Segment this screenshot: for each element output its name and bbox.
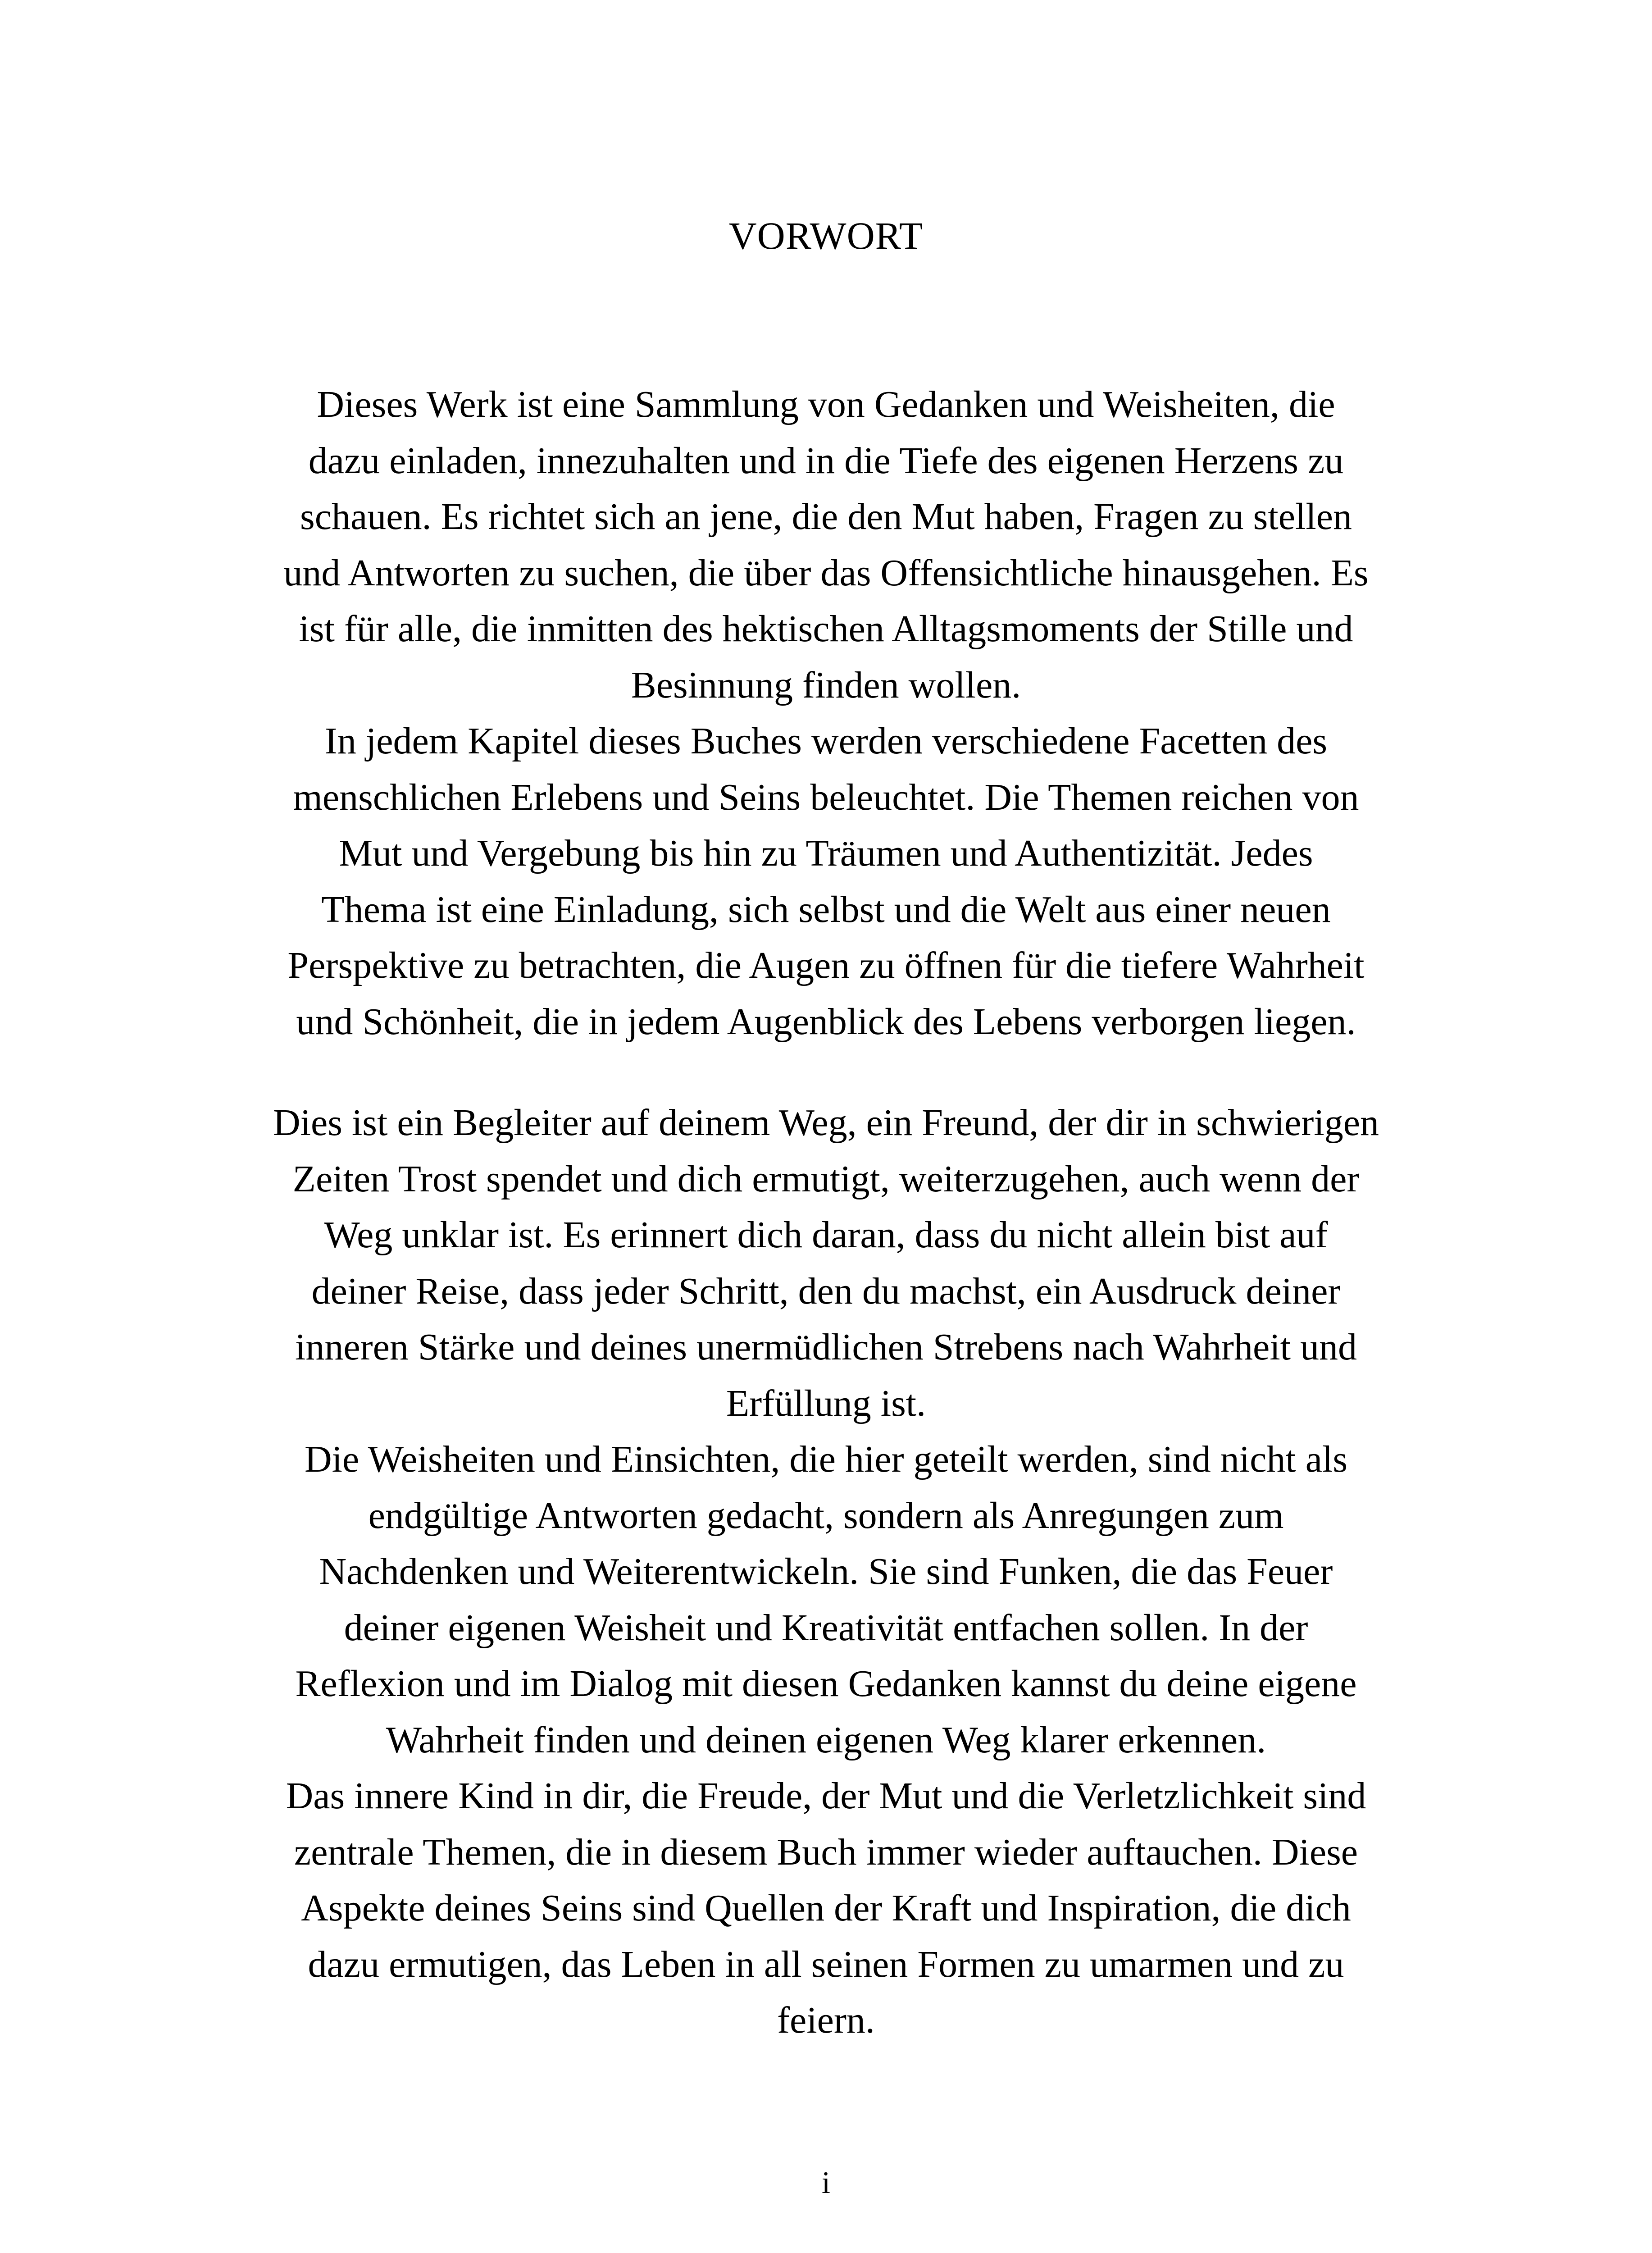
text-line: Reflexion und im Dialog mit diesen Gedanken kannst du deine eigene bbox=[295, 1663, 1357, 1705]
text-line: Wahrheit finden und deinen eigenen Weg klarer erkennen. bbox=[386, 1719, 1266, 1761]
text-line: Thema ist eine Einladung, sich selbst und die Welt aus einer neuen bbox=[321, 888, 1331, 930]
text-line: endgültige Antworten gedacht, sondern als Anregungen zum bbox=[368, 1494, 1284, 1537]
text-line: Besinnung finden wollen. bbox=[631, 664, 1021, 706]
text-line: deiner Reise, dass jeder Schritt, den du machst, ein Ausdruck deiner bbox=[311, 1270, 1341, 1312]
text-line: und Antworten zu suchen, die über das Offensichtliche hinausgehen. Es bbox=[283, 552, 1369, 594]
page-number: i bbox=[821, 2166, 831, 2200]
text-line: inneren Stärke und deines unermüdlichen Strebens nach Wahrheit und bbox=[295, 1326, 1357, 1368]
paragraph-block-2 bbox=[149, 1095, 1503, 2049]
text-line: deiner eigenen Weisheit und Kreativität entfachen sollen. In der bbox=[344, 1606, 1308, 1649]
text-line: Aspekte deines Seins sind Quellen der Kraft und Inspiration, die dich bbox=[301, 1887, 1351, 1929]
text-line: Nachdenken und Weiterentwickeln. Sie sind Funken, die das Feuer bbox=[319, 1551, 1333, 1592]
text-line: menschlichen Erlebens und Seins beleuchtet. Die Themen reichen von bbox=[293, 776, 1359, 818]
text-line: Dies ist ein Begleiter auf deinem Weg, ein Freund, der dir in schwierigen bbox=[273, 1102, 1379, 1144]
text-line: dazu einladen, innezuhalten und in die Tiefe des eigenen Herzens zu bbox=[308, 439, 1344, 482]
text-line: schauen. Es richtet sich an jene, die den Mut haben, Fragen zu stellen bbox=[300, 496, 1352, 538]
text-line: In jedem Kapitel dieses Buches werden verschiedene Facetten des bbox=[324, 720, 1328, 762]
text-line: zentrale Themen, die in diesem Buch immer wieder auftauchen. Diese bbox=[294, 1831, 1358, 1873]
text-line: Das innere Kind in dir, die Freude, der Mut und die Verletzlichkeit sind bbox=[286, 1775, 1366, 1817]
text-line: Dieses Werk ist eine Sammlung von Gedanken und Weisheiten, die bbox=[317, 383, 1335, 425]
text-line: Erfüllung ist. bbox=[726, 1382, 926, 1424]
text-line: ist für alle, die inmitten des hektischen Alltagsmoments der Stille und bbox=[299, 608, 1353, 650]
text-line: und Schönheit, die in jedem Augenblick des Lebens verborgen liegen. bbox=[296, 1000, 1356, 1043]
text-line: Mut und Vergebung bis hin zu Träumen und Authentizität. Jedes bbox=[339, 832, 1313, 874]
text-line: feiern. bbox=[777, 1999, 875, 2041]
text-line: Weg unklar ist. Es erinnert dich daran, dass du nicht allein bist auf bbox=[324, 1214, 1328, 1256]
text-line: dazu ermutigen, das Leben in all seinen Formen zu umarmen und zu bbox=[308, 1943, 1344, 1985]
paragraph-block-1 bbox=[149, 377, 1503, 1050]
text-line: Perspektive zu betrachten, die Augen zu öffnen für die tiefere Wahrheit bbox=[287, 944, 1365, 986]
text-line: Zeiten Trost spendet und dich ermutigt, weiterzugehen, auch wenn der bbox=[292, 1158, 1360, 1200]
text-line: Die Weisheiten und Einsichten, die hier geteilt werden, sind nicht als bbox=[304, 1438, 1348, 1480]
page-heading: VORWORT bbox=[728, 214, 924, 257]
